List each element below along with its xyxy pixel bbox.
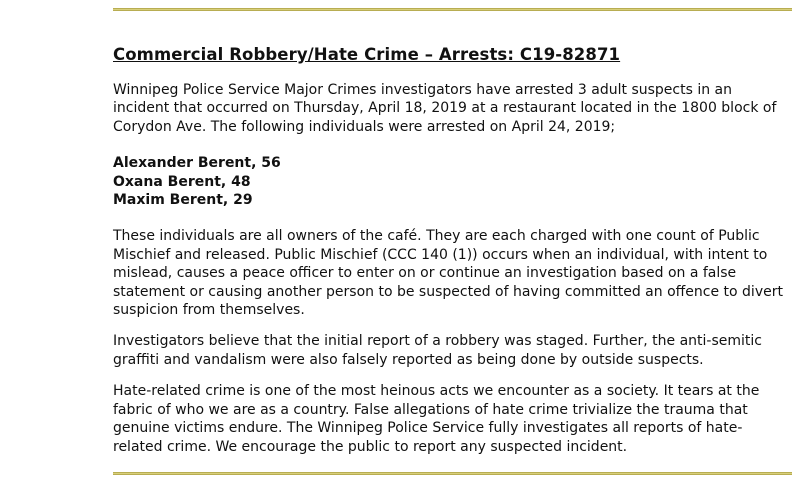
intro-paragraph: Winnipeg Police Service Major Crimes investigators have arrested 3 adult suspects in an incident that occurred on Thursday, April 18, 2019 at a restaurant located in the 1800 block of Corydon Ave. The following individuals were arrested on April 24, 2019; bbox=[113, 82, 777, 135]
arrested-name: Oxana Berent, 48 bbox=[113, 173, 251, 190]
statement-paragraph: Hate-related crime is one of the most heinous acts we encounter as a society. It tears at the fabric of who we are as a country. False allegations of hate crime trivialize the trauma that genuine victims endure. The Winnipeg Police Service fully investigates all reports of hate-related crime. We encourage the public to report any suspected incident. bbox=[113, 383, 760, 455]
bottom-divider bbox=[113, 472, 792, 475]
arrested-name: Maxim Berent, 29 bbox=[113, 192, 253, 209]
charges-paragraph: These individuals are all owners of the café. They are each charged with one count of Public Mischief and released. Public Mischief (CCC 140 (1)) occurs when an individual, with intent to mislead, causes a peace officer to enter on or continue an investigation based on a false statement or causing another person to be suspected of having committed an offence to divert suspicion from themselves. bbox=[113, 228, 783, 319]
arrested-name: Alexander Berent, 56 bbox=[113, 155, 281, 172]
top-divider bbox=[113, 8, 792, 11]
news-release bbox=[113, 44, 788, 456]
arrested-names-list bbox=[113, 154, 788, 209]
investigation-paragraph: Investigators believe that the initial report of a robbery was staged. Further, the anti-semitic graffiti and vandalism were also falsely reported as being done by outside suspects. bbox=[113, 333, 762, 368]
release-title: Commercial Robbery/Hate Crime – Arrests: C19-82871 bbox=[113, 45, 621, 64]
